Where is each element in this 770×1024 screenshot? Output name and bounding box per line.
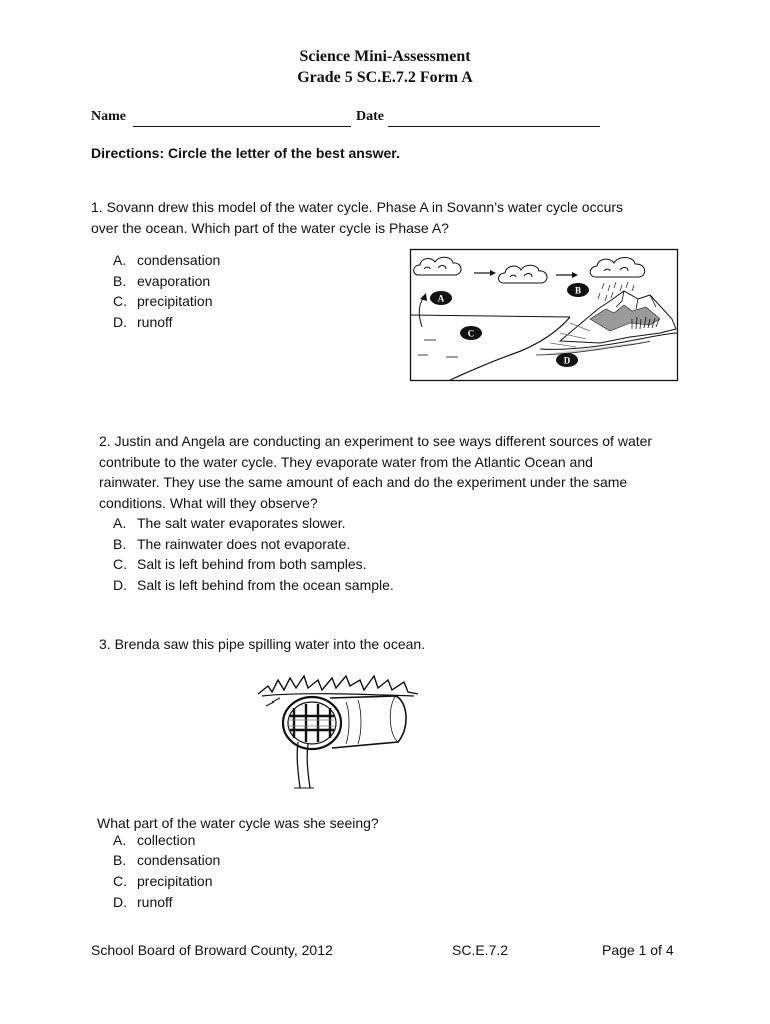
q2-option-b[interactable] bbox=[113, 536, 350, 552]
option-letter: C. bbox=[113, 293, 127, 309]
q3-option-b[interactable] bbox=[113, 852, 220, 868]
q2-option-c[interactable] bbox=[113, 556, 367, 572]
option-letter: C. bbox=[113, 556, 127, 572]
name-field[interactable] bbox=[133, 126, 351, 127]
option-text: condensation bbox=[137, 252, 221, 268]
page-subtitle: Grade 5 SC.E.7.2 Form A bbox=[297, 69, 473, 86]
option-letter: A. bbox=[113, 832, 127, 848]
name-label: Name bbox=[91, 109, 126, 124]
question-3-line: 3. Brenda saw this pipe spilling water into the ocean. bbox=[99, 636, 426, 652]
question-2-line: rainwater. They use the same amount of each and do the experiment under the same bbox=[99, 474, 628, 490]
directions: Directions: Circle the letter of the best answer. bbox=[91, 145, 400, 161]
question-3-followup: What part of the water cycle was she seeing? bbox=[97, 815, 379, 831]
label-a: A bbox=[437, 293, 445, 304]
option-letter: D. bbox=[113, 894, 127, 910]
option-text: Salt is left behind from the ocean sample. bbox=[137, 577, 394, 593]
pipe-illustration bbox=[258, 672, 418, 790]
date-label: Date bbox=[356, 109, 384, 124]
footer-left: School Board of Broward County, 2012 bbox=[91, 942, 333, 958]
option-letter: D. bbox=[113, 577, 127, 593]
q3-option-c[interactable] bbox=[113, 873, 213, 889]
option-letter: B. bbox=[113, 852, 127, 868]
q1-option-c[interactable] bbox=[113, 293, 213, 309]
label-b: B bbox=[574, 285, 582, 296]
option-letter: D. bbox=[113, 314, 127, 330]
option-letter: B. bbox=[113, 536, 127, 552]
q3-option-a[interactable] bbox=[113, 832, 195, 848]
q2-option-d[interactable] bbox=[113, 577, 394, 593]
page-title: Science Mini-Assessment bbox=[299, 48, 471, 65]
option-text: The rainwater does not evaporate. bbox=[137, 536, 351, 552]
option-letter: A. bbox=[113, 515, 127, 531]
q3-option-d[interactable] bbox=[113, 894, 173, 910]
option-text: precipitation bbox=[137, 873, 213, 889]
q1-option-a[interactable] bbox=[113, 252, 220, 268]
question-3-text bbox=[99, 634, 425, 655]
page-number: Page 1 of 4 bbox=[602, 942, 674, 958]
option-text: evaporation bbox=[137, 273, 211, 289]
question-2-text bbox=[99, 431, 652, 513]
q2-option-a[interactable] bbox=[113, 515, 346, 531]
question-1-line: over the ocean. Which part of the water cycle is Phase A? bbox=[91, 219, 449, 236]
q1-option-d[interactable] bbox=[113, 314, 173, 330]
label-c: C bbox=[467, 328, 475, 339]
option-text: Salt is left behind from both samples. bbox=[137, 556, 367, 572]
option-text: precipitation bbox=[137, 293, 213, 309]
date-field[interactable] bbox=[388, 126, 600, 127]
water-cycle-diagram bbox=[410, 249, 678, 381]
question-2-line: conditions. What will they observe? bbox=[99, 494, 318, 511]
q1-option-b[interactable] bbox=[113, 273, 210, 289]
question-1-text bbox=[91, 197, 623, 238]
option-text: The salt water evaporates slower. bbox=[137, 515, 346, 531]
option-letter: A. bbox=[113, 252, 127, 268]
option-letter: B. bbox=[113, 273, 127, 289]
option-letter: C. bbox=[113, 873, 127, 889]
option-text: runoff bbox=[137, 894, 173, 910]
question-2-line: 2. Justin and Angela are conducting an experiment to see ways different sources of water bbox=[99, 433, 653, 449]
footer-center: SC.E.7.2 bbox=[452, 942, 509, 958]
option-text: collection bbox=[137, 832, 196, 848]
question-2-line: contribute to the water cycle. They evaporate water from the Atlantic Ocean and bbox=[99, 453, 593, 470]
option-text: condensation bbox=[137, 852, 221, 868]
option-text: runoff bbox=[137, 314, 173, 330]
label-d: D bbox=[563, 355, 571, 366]
question-1-line: 1. Sovann drew this model of the water cycle. Phase A in Sovann’s water cycle occurs bbox=[91, 199, 624, 215]
